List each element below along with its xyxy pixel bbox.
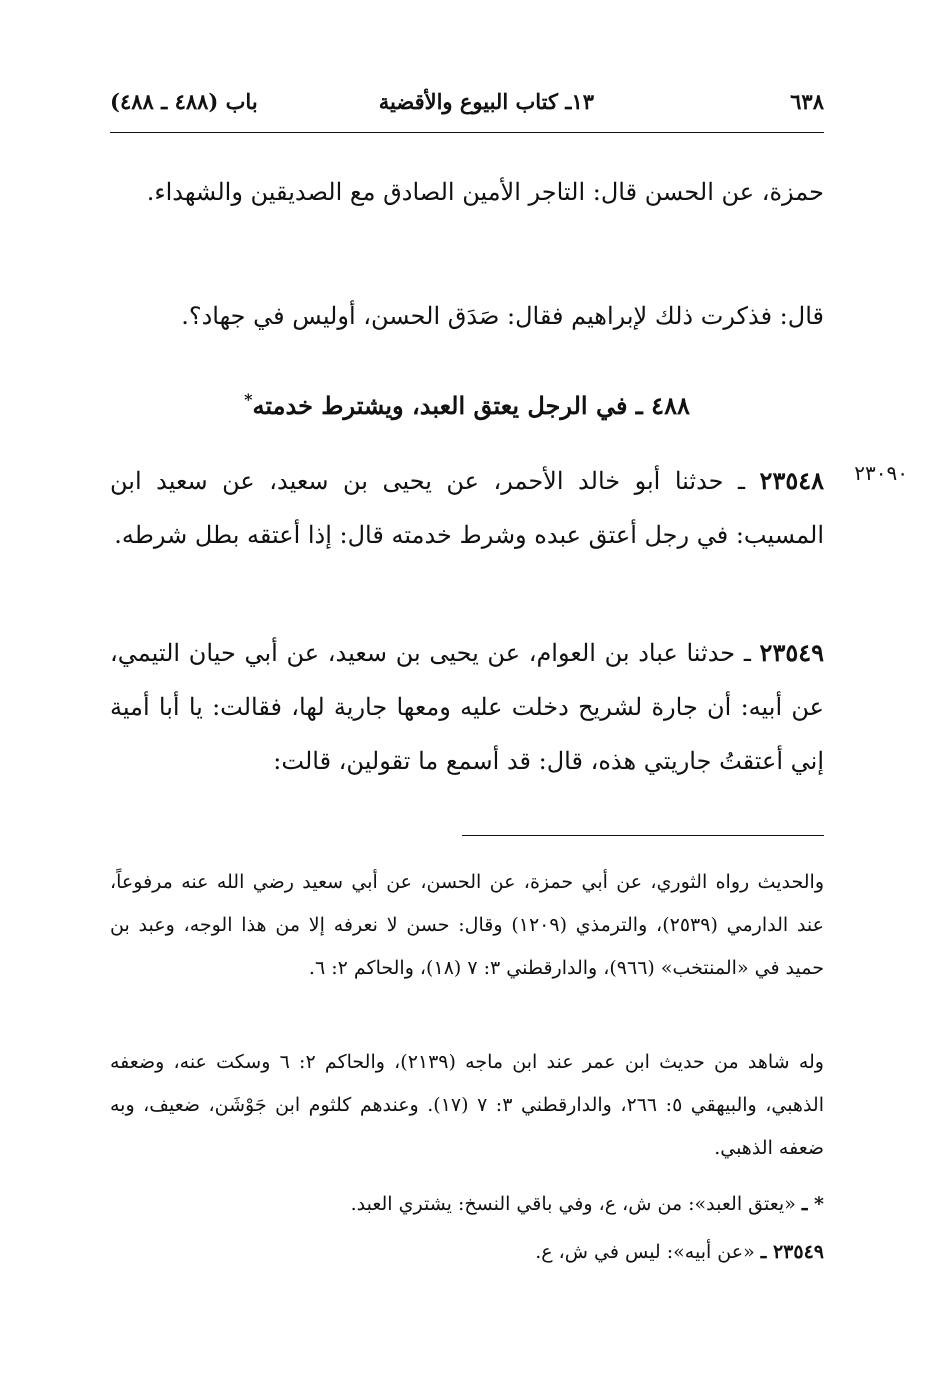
section-heading <box>110 378 824 428</box>
footnote-asterisk <box>110 1183 866 1226</box>
footnote-marker: ٢٣٥٤٩ ـ <box>760 1241 824 1263</box>
page-number: ٦٣٨ <box>790 89 824 114</box>
footnote-rule <box>462 835 824 836</box>
header-rule <box>110 132 824 133</box>
hadith-number: ٢٣٥٤٨ <box>759 466 824 495</box>
footnote-23549 <box>110 1231 866 1274</box>
hadith-23549 <box>110 626 824 788</box>
section-range: باب (٤٨٨ ـ ٤٨٨) <box>110 89 258 114</box>
page-header <box>110 84 824 124</box>
paragraph-continuation: حمزة، عن الحسن قال: التاجر الأمين الصادق مع الصديقين والشهداء. <box>146 178 824 206</box>
footnote-text: «يعتق العبد»: من ش، ع، وفي باقي النسخ: يشتري العبد. <box>350 1193 802 1215</box>
paragraph-ibrahim: قال: فذكرت ذلك لإبراهيم فقال: صَدَق الحسن، أوليس في جهاد؟. <box>181 302 824 330</box>
section-heading-asterisk: * <box>244 390 253 409</box>
footnote-marker: * ـ <box>801 1193 824 1215</box>
hadith-23548 <box>110 454 824 562</box>
footnote-text: «عن أبيه»: ليس في ش، ع. <box>535 1241 761 1263</box>
margin-reference-number: ٢٣٠٩٠ <box>854 461 908 485</box>
footnote-hadith-sources: والحديث رواه الثوري، عن أبي حمزة، عن الحسن، عن أبي سعيد رضي الله عنه مرفوعاً، عند الدارمي (٢٥٣٩)، والترمذي (١٢٠٩) وقال: حسن لا نعرفه إلا من هذا الوجه، وعبد بن حميد في «المنتخب» (٩٦٦)، والدارقطني ٣: ٧ (١٨)، والحاكم ٢: ٦. <box>110 871 824 979</box>
footnote-shahid: وله شاهد من حديث ابن عمر عند ابن ماجه (٢١٣٩)، والحاكم ٢: ٦ وسكت عنه، وضعفه الذهبي، والبيهقي ٥: ٢٦٦، والدارقطني ٣: ٧ (١٧). وعندهم كلثوم ابن جَوْشَن، ضعيف، وبه ضعفه الذهبي. <box>110 1051 824 1159</box>
hadith-text: ـ حدثنا أبو خالد الأحمر، عن يحيى بن سعيد، عن سعيد ابن المسيب: في رجل أعتق عبده وشرط خدمته قال: إذا أعتقه بطل شرطه. <box>110 467 824 549</box>
chapter-title: ١٣ـ كتاب البيوع والأقضية <box>378 89 594 114</box>
hadith-text: ـ حدثنا عباد بن العوام، عن يحيى بن سعيد، عن أبي حيان التيمي، عن أبيه: أن جارة لشريح دخلت عليه ومعها جارية لها، فقالت: يا أبا أمية إني أعتقتُ جاريتي هذه، قال: قد أسمع ما تقولين، قالت: <box>110 639 824 775</box>
hadith-number: ٢٣٥٤٩ <box>759 638 824 667</box>
section-heading-text: ٤٨٨ ـ في الرجل يعتق العبد، ويشترط خدمته <box>252 391 690 420</box>
